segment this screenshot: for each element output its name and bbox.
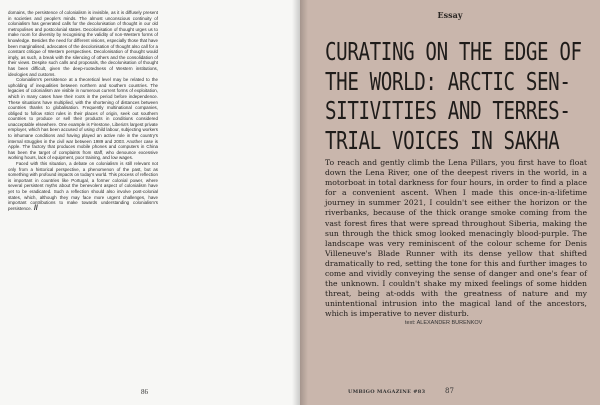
article-headline bbox=[325, 37, 582, 155]
magazine-name: UMBIGO MAGAZINE #83 bbox=[348, 389, 426, 395]
headline-line-3: SITIVITIES AND TERRES- bbox=[325, 96, 571, 125]
author-credit: text: ALEXANDER BURENKOV bbox=[405, 320, 483, 326]
left-page-number: 86 bbox=[141, 388, 148, 396]
left-paragraph-3-text: Faced with this situation, a debate on colonialism is still relevant not only from a historical perspective, a phenomenon of the past, but as something with profound impacts on today's world. This process of reflection is important in countries like Portugal, a former colonial power, where several persistent myths about the benevolent aspect of colonialism have yet to be eradicated. Such a reflection should also involve post-colonial states, which, although they may face more urgent challenges, have important contributions to make towards understanding colonialism's persistence. bbox=[8, 161, 158, 211]
article-intro: To reach and gently climb the Lena Pillars, you first have to float down the Lena River, one of the deepest rivers in the world, in a motorboat in total darkness for four hours, in order to find a place for a convenient ascent. When I made this once-in-a-lifetime journey in summer 2021, I couldn't see either the horizon or the riverbanks, because of the thick orange smoke coming from the vast forest fires that were spread throughout Siberia, making the sun through the thick smog looked menacingly blood-purple. The landscape was very reminiscent of the colour scheme for Denis Villeneuve's Blade Runner with its dense yellow that shifted dramatically to red, setting the tone for this and further images to come and vividly conveying the sense of danger and one's fear of the unknown. I couldn't shake my mixed feelings of some hidden threat, being at-odds with the greatness of nature and my unintentional intrusion into the magical land of the ancestors, which is imperative to never disturb. bbox=[325, 158, 587, 319]
book-gutter bbox=[292, 0, 308, 405]
headline-line-2: THE WORLD: ARCTIC SEN- bbox=[325, 66, 571, 96]
left-paragraph-2: Colonialism's persistence at a theoretical level may be related to the upholding of inequalities between northern and southern countries. The legacies of colonialism are visible in numerous current forms of exploitation, which in many cases have their roots in the period before independence. These situations have multiplied, with the shortening of distances between countries thanks to globalisation. Frequently multinational companies, obliged to follow strict rules in their places of origin, seek out southern countries to produce or sell their products in conditions considered unacceptable elsewhere. One example is Firestone, Liberia's largest private employer, which has been accused of using child labour, subjecting workers to inhumane conditions and having played an active role in the country's internal struggles in the civil war between 1989 and 2003. Another case is Apple. The factory that produces mobile phones and computers in China has been the target of complaints from staff, who denounce excessive working hours, lack of equipment, poor training, and low wages. bbox=[8, 77, 158, 161]
left-paragraph-1: domains, the persistence of colonialism is invisible, as it is diffusely present in societies and people's minds. The almost unconscious continuity of colonialism has generated calls for the decolonisation of thought in our old metropolises and postcolonial states. Decolonisation of thought urges us to make room for diversity by recognising the validity of non-Western forms of knowledge. Besides the need for different visions, especially those that have been marginalised, advocates of the decolonisation of thought also call for a constant critique of Western perspectives. Decolonisation of thought would imply, as such, a break with the silencing of others and the consolidation of their views. Despite such calls and proposals, the decolonisation of thought has been difficult, given the deep-rootedness of Western institutions, ideologies and customs. bbox=[8, 10, 158, 77]
right-page bbox=[300, 0, 600, 405]
headline-line-4: TRIAL VOICES IN SAKHA bbox=[325, 125, 560, 155]
section-label: Essay bbox=[437, 10, 463, 20]
left-paragraph-3 bbox=[8, 161, 158, 211]
right-page-number: 87 bbox=[445, 387, 454, 395]
headline-line-1: CURATING ON THE EDGE OF bbox=[325, 37, 582, 66]
end-mark: // bbox=[33, 204, 38, 212]
left-body-text bbox=[8, 10, 158, 211]
